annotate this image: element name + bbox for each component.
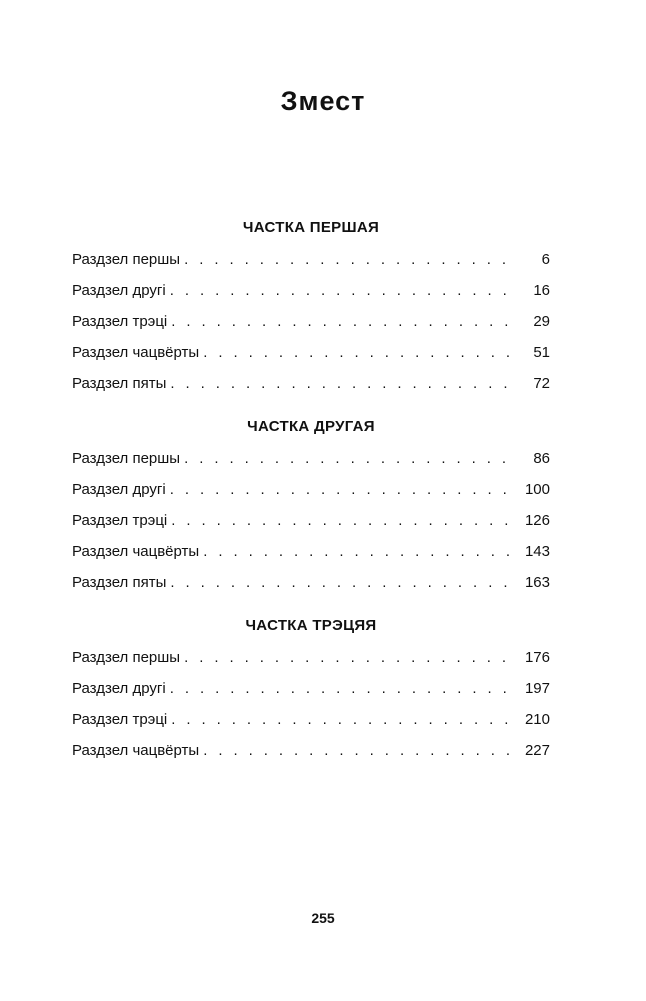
entry-page-number: 143: [524, 543, 550, 560]
toc-entry[interactable]: [72, 704, 550, 735]
entry-title: Раздзел пяты: [72, 574, 167, 591]
part-3: [72, 610, 550, 766]
toc-entry[interactable]: [72, 505, 550, 536]
entry-page-number: 210: [524, 711, 550, 728]
entry-title: Раздзел другі: [72, 481, 166, 498]
entry-page-number: 29: [533, 313, 550, 330]
entry-title: Раздзел пяты: [72, 375, 167, 392]
dot-leader: [184, 443, 514, 474]
part-1: [72, 212, 550, 399]
toc-entry[interactable]: [72, 536, 550, 567]
toc-entry[interactable]: [72, 443, 550, 474]
part-heading: ЧАСТКА ДРУГАЯ: [247, 418, 375, 435]
entry-title: Раздзел другі: [72, 680, 166, 697]
entry-title: Раздзел другі: [72, 282, 166, 299]
dot-leader: [184, 244, 514, 275]
spacer: [72, 399, 550, 411]
entry-page-number: 51: [533, 344, 550, 361]
toc-entry[interactable]: [72, 368, 550, 399]
dot-leader: [170, 474, 514, 505]
dot-leader: [170, 673, 514, 704]
dot-leader: [170, 567, 514, 598]
entry-title: Раздзел трэці: [72, 512, 168, 529]
entry-page-number: 16: [533, 282, 550, 299]
dot-leader: [170, 368, 514, 399]
entry-title: Раздзел чацвёрты: [72, 742, 200, 759]
entry-title: Раздзел першы: [72, 251, 181, 268]
entry-page-number: 6: [541, 251, 550, 268]
entry-title: Раздзел першы: [72, 649, 181, 666]
entry-page-number: 176: [524, 649, 550, 666]
dot-leader: [171, 704, 514, 735]
dot-leader: [171, 505, 514, 536]
entry-page-number: 227: [524, 742, 550, 759]
entry-page-number: 100: [524, 481, 550, 498]
toc-entry[interactable]: [72, 244, 550, 275]
toc-entry[interactable]: [72, 735, 550, 766]
page-number: 255: [311, 910, 335, 926]
dot-leader: [203, 735, 514, 766]
dot-leader: [171, 306, 514, 337]
dot-leader: [170, 275, 514, 306]
toc-entry[interactable]: [72, 567, 550, 598]
entry-title: Раздзел чацвёрты: [72, 543, 200, 560]
entry-title: Раздзел трэці: [72, 313, 168, 330]
spacer: [72, 598, 550, 610]
toc-entry[interactable]: [72, 474, 550, 505]
toc-entry[interactable]: [72, 673, 550, 704]
toc-entry[interactable]: [72, 275, 550, 306]
toc-entry[interactable]: [72, 337, 550, 368]
entry-page-number: 72: [533, 375, 550, 392]
entry-title: Раздзел першы: [72, 450, 181, 467]
entry-page-number: 126: [524, 512, 550, 529]
entry-page-number: 86: [533, 450, 550, 467]
dot-leader: [184, 642, 514, 673]
page-title: Змест: [280, 86, 366, 116]
entry-title: Раздзел трэці: [72, 711, 168, 728]
entry-page-number: 163: [524, 574, 550, 591]
entry-page-number: 197: [524, 680, 550, 697]
toc-entry[interactable]: [72, 642, 550, 673]
dot-leader: [203, 536, 514, 567]
part-heading: ЧАСТКА ПЕРШАЯ: [242, 219, 380, 236]
entry-title: Раздзел чацвёрты: [72, 344, 200, 361]
toc-entry[interactable]: [72, 306, 550, 337]
dot-leader: [203, 337, 514, 368]
part-heading: ЧАСТКА ТРЭЦЯЯ: [245, 617, 377, 634]
table-of-contents: [72, 212, 550, 766]
part-2: [72, 411, 550, 598]
